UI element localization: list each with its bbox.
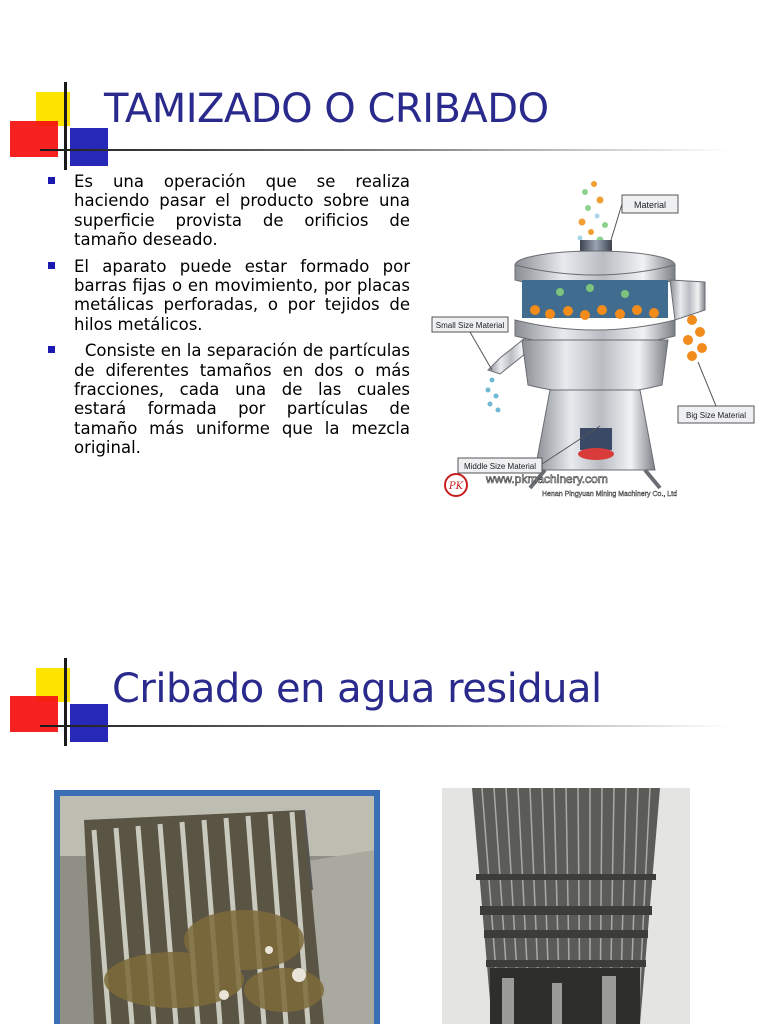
bullet-item [48,341,416,458]
label-small-size: Small Size Material [435,321,505,330]
slide-cribado-agua [0,512,768,1024]
vibrating-sieve-diagram [430,170,760,505]
bullet-square-icon [48,262,55,269]
deco-vertical-line [64,658,67,746]
bullet-item [48,257,410,335]
logo-text: PK [448,481,464,492]
slide-title: TAMIZADO O CRIBADO [104,86,549,132]
bullet-text: El aparato puede estar formado por barras fijas o en movimiento, por placas metálicas perforadas, o por tejidos de hilos metálicos. [74,256,410,334]
bullet-item [48,172,410,250]
small-outlet-particles [486,378,501,413]
big-outlet-particles [683,315,707,361]
bar-screen-illustration [54,790,380,1024]
company-text: Henan Pingyuan Mining Machinery Co., Ltd [542,491,678,498]
deco-blue-square [70,128,108,166]
label-big-size: Big Size Material [685,411,747,420]
website-text: www.pkmachinery.com [486,472,608,486]
pk-logo [445,474,467,496]
label-material: Material [633,200,667,210]
bullet-text: Consiste en la separación de partículas de diferentes tamaños en dos o más fracciones, cada una de las cuales estará formada por partículas de tamaño más uniforme que la mezcla original. [74,341,416,458]
bullet-text: Es una operación que se realiza haciendo pasar el producto sobre una superficie provista de orificios de tamaño deseado. [74,172,410,250]
photo-channel-screen [442,788,690,1024]
bullet-square-icon [48,346,55,353]
slide-title: Cribado en agua residual [112,666,602,712]
deco-blue-square [70,704,108,742]
bullet-square-icon [48,177,55,184]
falling-particles [578,181,609,244]
deco-horizontal-line [40,149,730,151]
channel-screen-illustration [442,788,690,1024]
photo-bar-screen [54,790,380,1024]
deco-vertical-line [64,82,67,170]
deco-red-square [10,121,58,157]
label-middle-size: Middle Size Material [463,462,537,471]
bullet-list [48,172,416,465]
deco-horizontal-line [40,725,730,727]
